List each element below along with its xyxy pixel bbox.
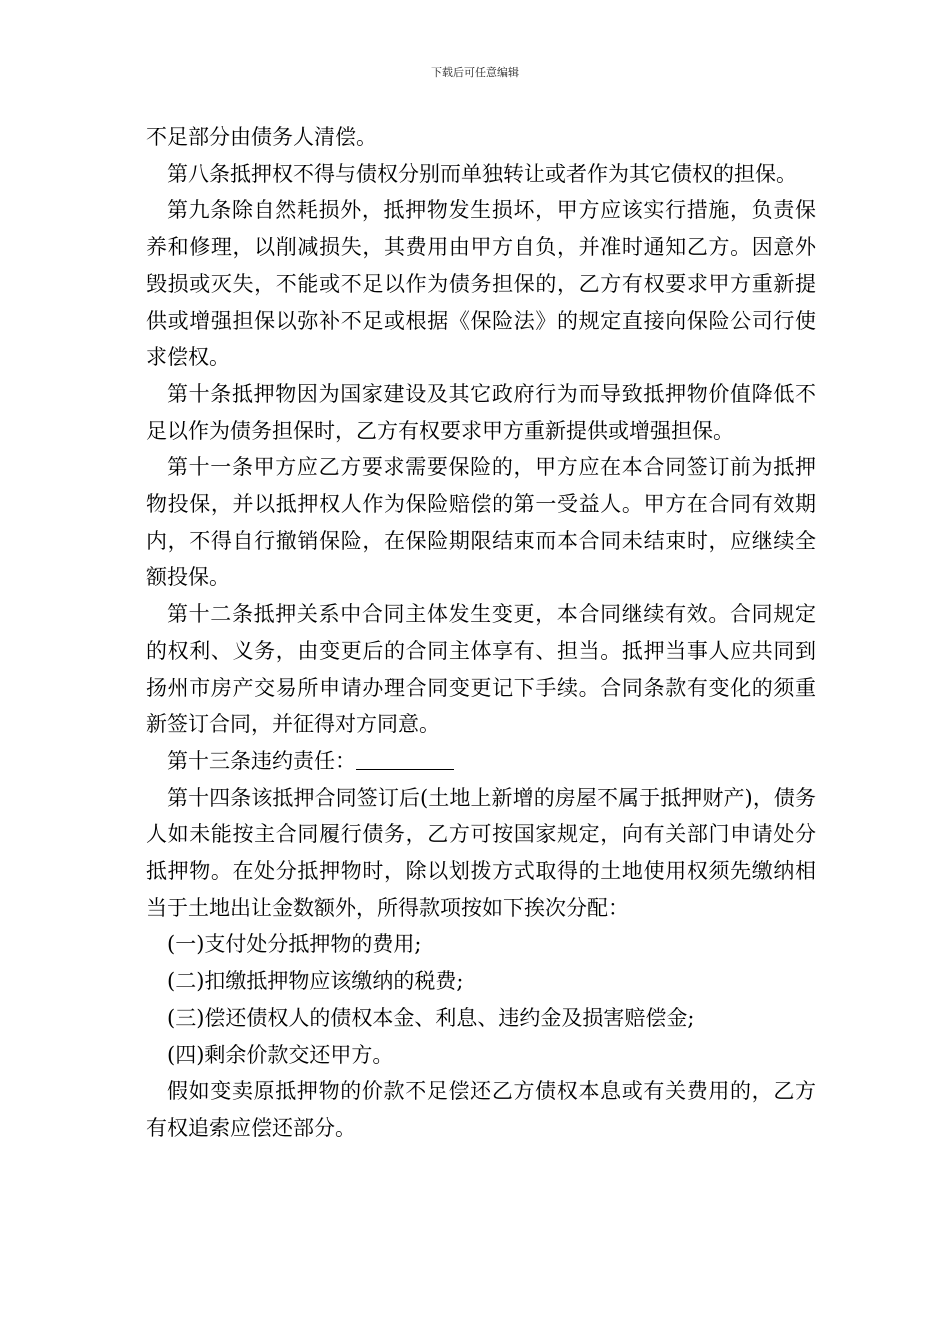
closing-paragraph: 假如变卖原抵押物的价款不足偿还乙方债权本息或有关费用的，乙方有权追索应偿还部分。 xyxy=(146,1079,816,1140)
list-item-4: (四)剩余价款交还甲方。 xyxy=(167,1042,394,1067)
list-item-1: (一)支付处分抵押物的费用; xyxy=(167,932,422,957)
article-13-label: 第十三条违约责任： xyxy=(167,748,356,773)
page-header: 下载后可任意编辑 xyxy=(431,66,519,79)
article-12: 第十二条抵押关系中合同主体发生变更，本合同继续有效。合同规定的权利、义务，由变更后的合同主体享有、担当。抵押当事人应共同到扬州市房产交易所申请办理合同变更记下手续。合同条款有变化的须重新签订合同，并征得对方同意。 xyxy=(146,602,816,737)
article-13 xyxy=(146,743,816,780)
article-14: 第十四条该抵押合同签订后(土地上新增的房屋不属于抵押财产)，债务人如未能按主合同履行债务，乙方可按国家规定，向有关部门申请处分抵押物。在处分抵押物时，除以划拨方式取得的土地使用权须先缴纳相当于土地出让金数额外，所得款项按如下挨次分配： xyxy=(146,785,816,920)
article-8: 第八条抵押权不得与债权分别而单独转让或者作为其它债权的担保。 xyxy=(167,161,797,186)
list-item-2: (二)扣缴抵押物应该缴纳的税费; xyxy=(167,969,464,994)
paragraph-continuation: 不足部分由债务人清偿。 xyxy=(146,125,377,149)
article-9: 第九条除自然耗损外，抵押物发生损坏，甲方应该实行措施，负责保养和修理，以削减损失，其费用由甲方自负，并准时通知乙方。因意外毁损或灭失，不能或不足以作为债务担保的，乙方有权要求甲方重新提供或增强担保以弥补不足或根据《保险法》的规定直接向保险公司行使求偿权。 xyxy=(146,198,816,370)
document-body xyxy=(146,119,816,1147)
fill-in-blank[interactable] xyxy=(356,747,454,770)
list-item-3: (三)偿还债权人的债权本金、利息、违约金及损害赔偿金; xyxy=(167,1005,695,1030)
article-10: 第十条抵押物因为国家建设及其它政府行为而导致抵押物价值降低不足以作为债务担保时，乙方有权要求甲方重新提供或增强担保。 xyxy=(146,381,816,443)
article-11: 第十一条甲方应乙方要求需要保险的，甲方应在本合同签订前为抵押物投保，并以抵押权人作为保险赔偿的第一受益人。甲方在合同有效期内，不得自行撤销保险，在保险期限结束而本合同未结束时，应继续全额投保。 xyxy=(146,455,816,590)
